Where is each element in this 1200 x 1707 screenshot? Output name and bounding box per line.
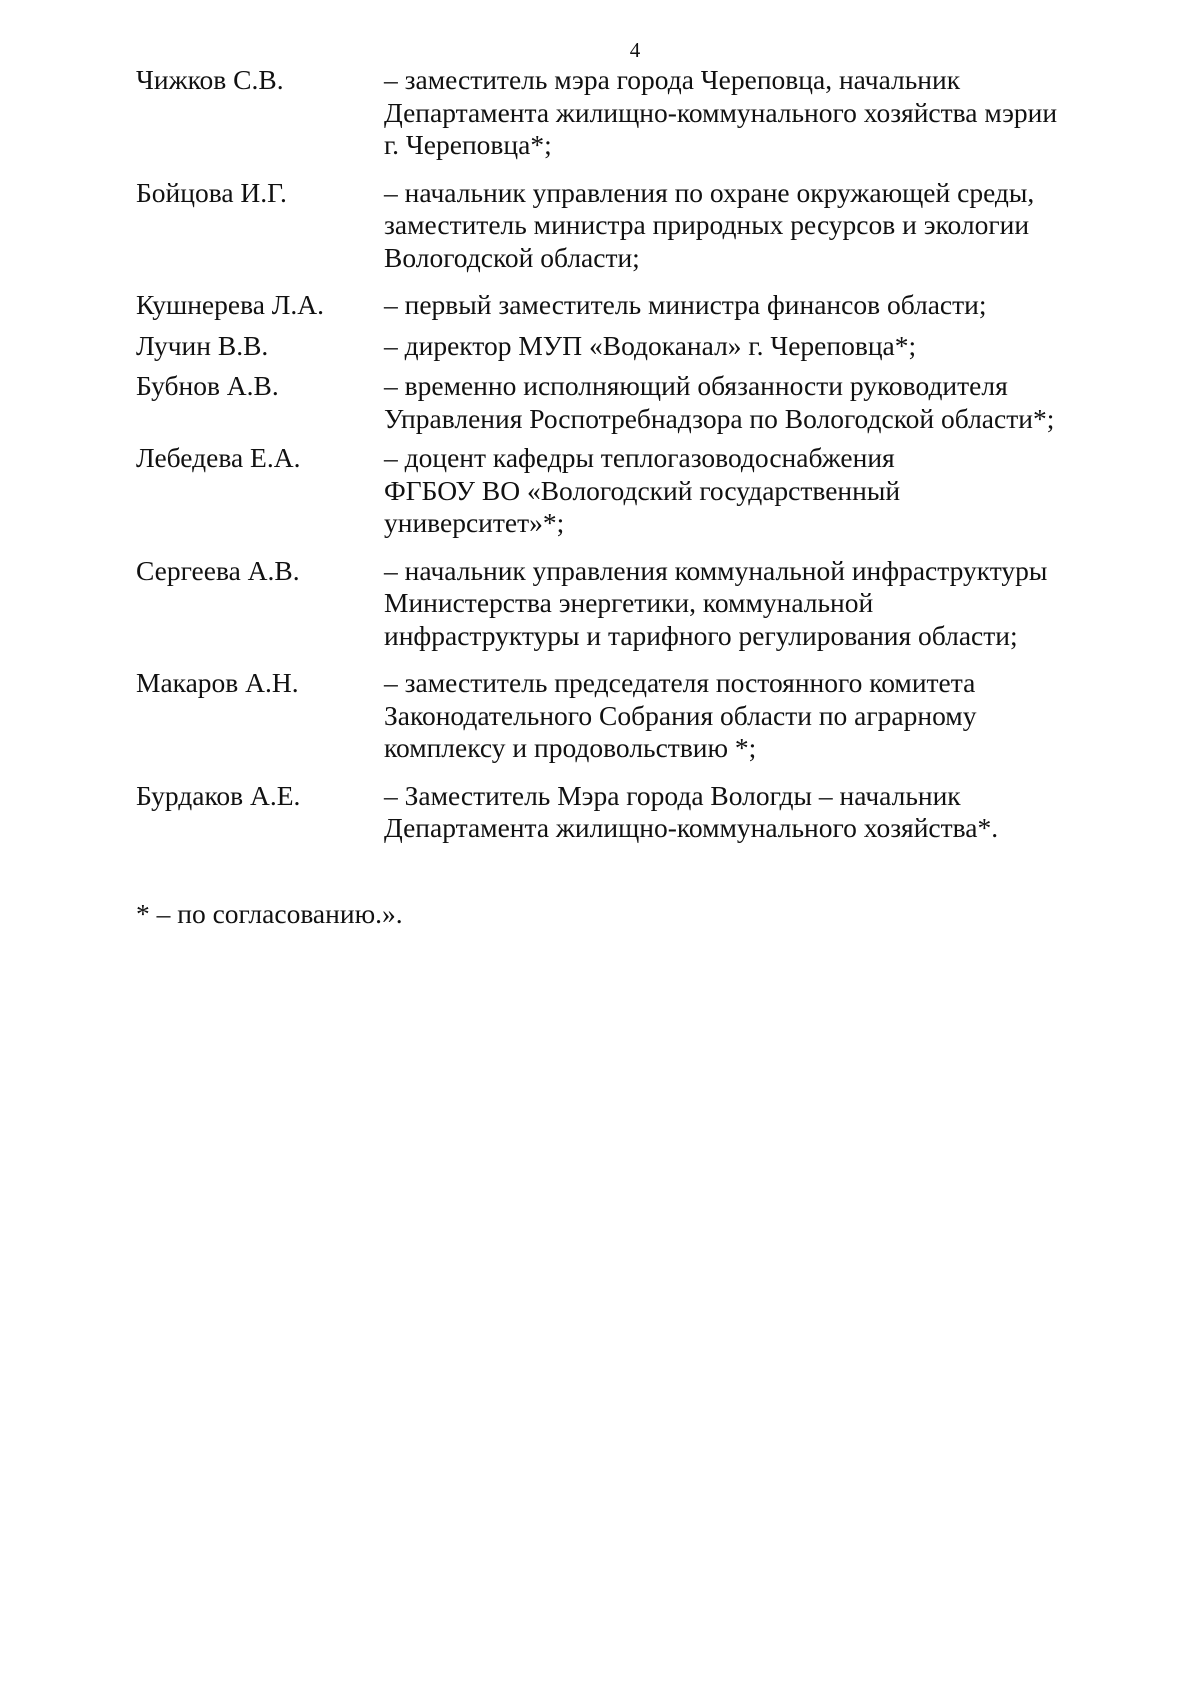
member-name: Лучин В.В.	[136, 329, 269, 361]
member-description: – начальник управления коммунальной инфраструктуры Министерства энергетики, коммунальной инфраструктуры и тарифного регулирования области;	[384, 554, 1048, 651]
member-row	[136, 177, 1096, 275]
member-row	[136, 370, 1096, 435]
member-row	[136, 64, 1096, 162]
footnote: * – по согласованию.».	[136, 898, 403, 929]
member-name: Бубнов А.В.	[136, 370, 279, 401]
member-description: – Заместитель Мэра города Вологды – начальник Департамента жилищно-коммунального хозяйства*.	[384, 779, 999, 843]
member-description: – заместитель председателя постоянного комитета Законодательного Собрания области по аграрному комплексу и продовольствию *;	[384, 667, 977, 763]
members-list	[136, 64, 1096, 845]
member-description: – первый заместитель министра финансов области;	[384, 289, 987, 320]
member-description: – начальник управления по охране окружающей среды, заместитель министра природных ресурсов и экологии Вологодской области;	[384, 176, 1035, 273]
member-row	[136, 780, 1096, 845]
member-row	[136, 555, 1096, 653]
member-name: Кушнерева Л.А.	[136, 289, 325, 320]
page-number: 4	[629, 38, 641, 62]
member-name: Чижков С.В.	[136, 64, 284, 95]
member-description: – заместитель мэра города Череповца, начальник Департамента жилищно-коммунального хозяйства мэрии г. Череповца*;	[384, 64, 1058, 160]
member-row	[136, 289, 1096, 322]
member-description: – доцент кафедры теплогазоводоснабжения ФГБОУ ВО «Вологодский государственный университет»*;	[384, 442, 901, 538]
member-description: – директор МУП «Водоканал» г. Череповца*;	[384, 329, 917, 361]
member-row	[136, 442, 1096, 540]
member-name: Бурдаков А.Е.	[136, 779, 301, 811]
member-name: Сергеева А.В.	[136, 554, 300, 586]
member-row	[136, 330, 1096, 363]
member-name: Макаров А.Н.	[136, 667, 299, 698]
member-name: Лебедева Е.А.	[136, 442, 301, 473]
member-row	[136, 667, 1096, 765]
member-description: – временно исполняющий обязанности руководителя Управления Роспотребнадзора по Вологодской области*;	[384, 370, 1055, 434]
member-name: Бойцова И.Г.	[136, 176, 287, 208]
